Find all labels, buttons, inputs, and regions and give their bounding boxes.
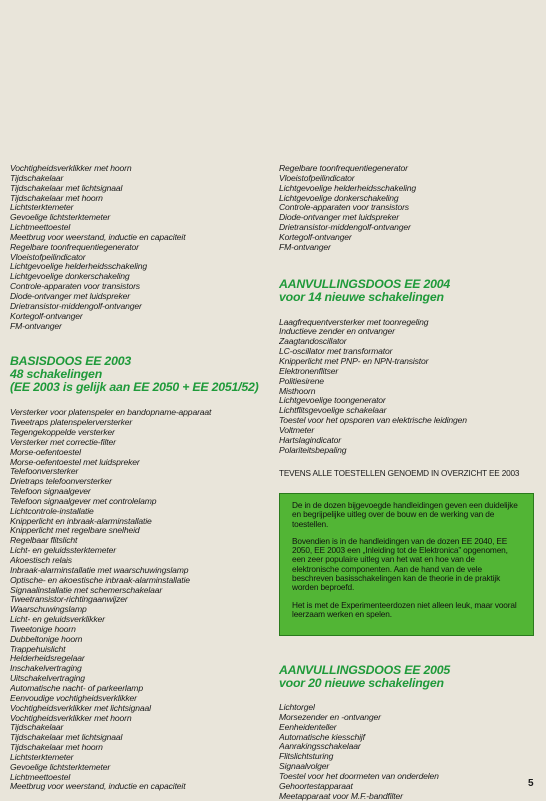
page-number: 5 [528, 778, 534, 789]
list-item: FM-ontvanger [279, 242, 331, 252]
list-item: Tijdschakelaar met lichtsignaal [10, 733, 123, 743]
list-item: Politiesirene [279, 376, 324, 386]
list-item: Licht- en geluidssterktemeter [10, 546, 116, 556]
list-item: Vochtigheidsverklikker met hoorn [10, 713, 132, 723]
list-item: Lichtgevoelige helderheidsschakeling [279, 183, 416, 193]
list-item: Tegengekoppelde versterker [10, 428, 115, 438]
list-item: Gevoelige lichtsterktemeter [10, 762, 111, 772]
list-item: Dubbeltonige hoorn [10, 634, 83, 644]
list-item: Lichtmeettoestel [10, 223, 71, 233]
list-item: Morse-oefentoestel [10, 447, 81, 457]
basisdoos-list [10, 408, 272, 792]
list-item: Vloeistofpeilindicator [10, 252, 86, 262]
list-item: Inschakelvertraging [10, 664, 82, 674]
list-item: Gevoelige lichtsterktemeter [10, 213, 111, 223]
list-item: Optische- en akoestische inbraak-alarminstallatie [10, 575, 190, 585]
list-item: Uitschakelvertraging [10, 674, 85, 684]
list-item: Akoestisch relais [10, 556, 72, 565]
list-item: Morsezender en -ontvanger [279, 712, 381, 722]
list-item: Lichtgevoelige helderheidsschakeling [10, 262, 147, 272]
aanvulling2004-list [279, 318, 534, 456]
list-item: Lichtsterktemeter [10, 203, 74, 213]
aanvulling2004-heading [279, 278, 534, 304]
list-item: Tijdschakelaar [10, 723, 64, 733]
list-item: Voltmeter [279, 425, 315, 435]
list-item: Drietransistor-middengolf-ontvanger [279, 223, 411, 233]
list-item: Telefoonversterker [10, 467, 79, 477]
basisdoos-note: (EE 2003 is gelijk aan EE 2050 + EE 2051/52) [10, 380, 259, 395]
list-item: Diode-ontvanger met luidspreker [10, 291, 131, 301]
list-item: Laagfrequentversterker met toonregeling [279, 317, 429, 327]
list-item: Telefoon signaalgever [10, 487, 91, 497]
list-item: Tweetraps platenspelerversterker [10, 418, 133, 428]
list-item: Lichtgevoelige donkerschakeling [10, 272, 130, 282]
list-item: Versterker met correctie-filter [10, 437, 116, 447]
list-item: Hartslagindicator [279, 435, 341, 445]
aanvulling2005-list [279, 703, 534, 801]
list-item: Vochtigheidsverklikker met hoorn [10, 164, 132, 173]
aanvulling2005-heading [279, 664, 534, 690]
list-item: Lichtgevoelige donkerschakeling [279, 193, 399, 203]
list-item: Lichtflitsgevoelige schakelaar [279, 406, 387, 416]
list-item: Licht- en geluidsverklikker [10, 615, 105, 625]
list-item: Signaalinstallatie met schemerschakelaar [10, 585, 163, 595]
list-item: Controle-apparaten voor transistors [10, 282, 140, 292]
list-item: Morse-oefentoestel met luidspreker [10, 457, 140, 467]
list-item: Misthoorn [279, 386, 316, 396]
list-item: Tijdschakelaar met hoorn [10, 743, 103, 753]
list-item: Tijdschakelaar [10, 173, 64, 183]
list-item: LC-oscillator met transformator [279, 347, 393, 357]
list-item: Diode-ontvanger met luidspreker [279, 213, 400, 223]
basisdoos-subtitle: 48 schakelingen [10, 367, 103, 382]
list-item: Inductieve zender en ontvanger [279, 327, 395, 337]
list-item: Eenvoudige vochtigheidsverklikker [10, 693, 137, 703]
list-item: Elektronenflitser [279, 366, 339, 376]
list-item: Lichtorgel [279, 703, 315, 712]
list-item: Telefoon signaalgever met controlelamp [10, 496, 157, 506]
list-item: Regelbare toonfrequentiegenerator [279, 164, 408, 173]
list-item: Trappehuislicht [10, 644, 66, 654]
list-item: Zaagtandoscillator [279, 337, 347, 347]
aanvulling2004-title: AANVULLINGSDOOS EE 2004 [279, 276, 451, 291]
aanvulling2004-subtitle: voor 14 nieuwe schakelingen [279, 289, 444, 304]
list-item: Lichtsterktemeter [10, 752, 74, 762]
list-item: Lichtgevoelige toongenerator [279, 396, 386, 406]
list-item: Gehoortestapparaat [279, 781, 353, 791]
list-item: Kortegolf-ontvanger [10, 311, 83, 321]
basisdoos-title: BASISDOOS EE 2003 [10, 354, 131, 369]
info-box [279, 493, 534, 636]
left-column [10, 164, 272, 792]
list-item: Polariteitsbepaling [279, 445, 347, 455]
list-item: Regelbaar flitslicht [10, 536, 78, 546]
list-item: Regelbare toonfrequentiegenerator [10, 242, 139, 252]
info-paragraph-3: Het is met de Experimenteerdozen niet alleen leuk, maar vooral leerzaam werken en spelen. [292, 599, 517, 619]
list-item: Kortegolf-ontvanger [279, 232, 352, 242]
list-item: Tweetransistor-richtingaanwijzer [10, 595, 128, 605]
list-item: Meetbrug voor weerstand, inductie en capaciteit [10, 782, 186, 792]
list-item: Toestel voor het doormeten van onderdelen [279, 771, 439, 781]
list-item: Knipperlicht met regelbare snelheid [10, 526, 140, 536]
list-item: Automatische nacht- of parkeerlamp [10, 683, 143, 693]
list-item: Vloeistofpeilindicator [279, 173, 355, 183]
aanvulling2005-subtitle: voor 20 nieuwe schakelingen [279, 676, 444, 690]
list-item: Vochtigheidsverklikker met lichtsignaal [10, 703, 151, 713]
basisdoos-heading [10, 355, 272, 394]
list-item: Eenheidenteller [279, 722, 337, 732]
list-item: Knipperlicht en inbraak-alarminstallatie [10, 516, 152, 526]
aanvulling2005-title: AANVULLINGSDOOS EE 2005 [279, 663, 451, 677]
list-item: Signaalvolger [279, 762, 330, 772]
list-item: Versterker voor platenspeler en bandopname-apparaat [10, 408, 212, 418]
list-item: Tijdschakelaar met lichtsignaal [10, 183, 123, 193]
list-item: Automatische kiesschijf [279, 732, 365, 742]
list-item: Lichtmeettoestel [10, 772, 71, 782]
list-item: Helderheidsregelaar [10, 654, 85, 664]
list-item: Tweetonige hoorn [10, 624, 76, 634]
list-item: Meetapparaat voor M.F.-bandfilter [279, 791, 403, 801]
list-item: Flitslichtsturing [279, 752, 334, 762]
overview-note: TEVENS ALLE TOESTELLEN GENOEMD IN OVERZICHT EE 2003 [279, 469, 520, 479]
right-top-list [279, 164, 534, 253]
list-item: Aanrakingsschakelaar [279, 742, 361, 752]
right-column [279, 164, 534, 801]
info-paragraph-2: Bovendien is in de handleidingen van de dozen EE 2040, EE 2050, EE 2003 een „Inleiding tot de Elektronica” opgenomen, een zeer populaire uitleg van het wat en hoe van de elektronische componenten. Aan de hand van de vele beschreven basisschakelingen kan de theorie in de praktijk worden beproefd. [292, 535, 508, 593]
list-item: Tijdschakelaar met hoorn [10, 193, 103, 203]
list-item: Waarschuwingslamp [10, 605, 87, 615]
list-item: FM-ontvanger [10, 321, 62, 331]
list-item: Drietraps telefoonversterker [10, 477, 112, 487]
list-item: Toestel voor het opsporen van elektrische leidingen [279, 416, 467, 426]
list-item: Lichtcontrole-installatie [10, 506, 94, 516]
left-top-list [10, 164, 272, 331]
list-item: Controle-apparaten voor transistors [279, 203, 409, 213]
list-item: Drietransistor-middengolf-ontvanger [10, 301, 142, 311]
info-paragraph-1: De in de dozen bijgevoegde handleidingen geven een duidelijke en begrijpelijke uitleg over de bouw en de werking van de toestellen. [292, 500, 518, 529]
list-item: Knipperlicht met PNP- en NPN-transistor [279, 356, 429, 366]
list-item: Inbraak-alarminstallatie met waarschuwingslamp [10, 565, 189, 575]
list-item: Meetbrug voor weerstand, inductie en capaciteit [10, 232, 186, 242]
